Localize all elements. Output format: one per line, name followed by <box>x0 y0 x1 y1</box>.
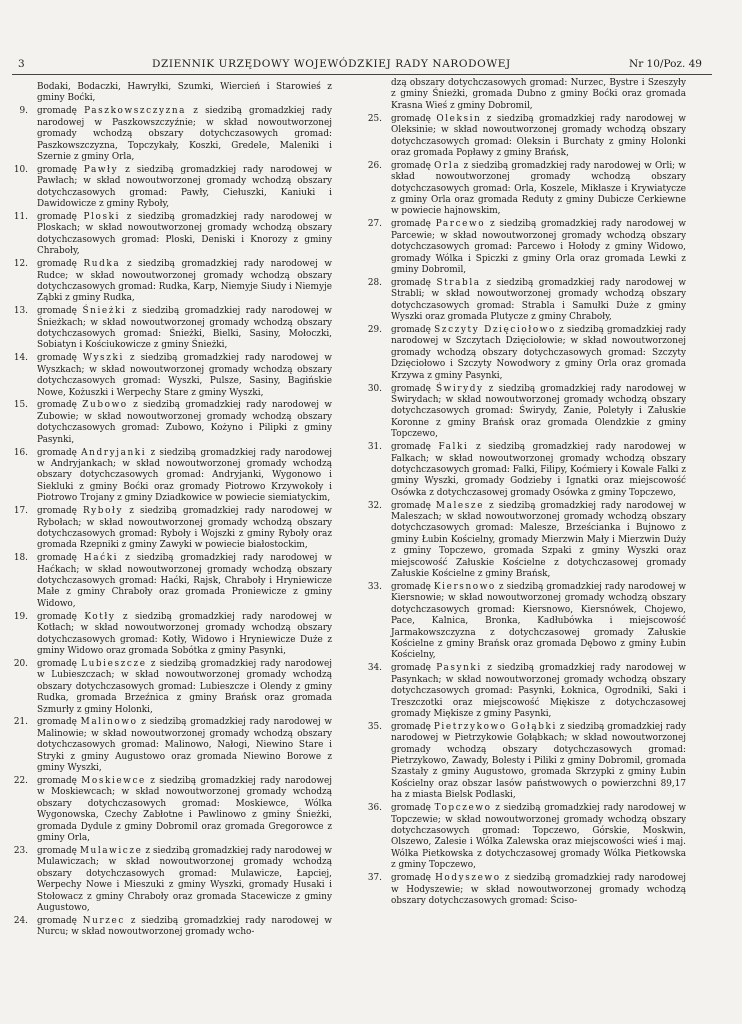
list-item <box>10 400 332 446</box>
item-text: z siedzibą gromadzkiej rady narodowej w Strabli; w skład nowoutworzonej gromady wchodzą obszary dotychczasowych gromad: Strabla i Samułki Duże z gminy Wyszki oraz gromada Plutycze z gminy Chraboły, <box>391 277 686 323</box>
item-text: z siedzibą gromadzkiej rady narodowej w Topczewie; w skład nowoutworzonej gromady wchodzą obszary dotychczasowych gromad: Topczewo, Górskie, Moskwin, Olszewo, Zalesie i Wólka Zalewska oraz miejscowości wieś i maj. Wólka Pietkowska z dotychczasowej gromady Wólka Pietkowska z gminy Topczewo, <box>391 803 686 871</box>
item-number: 13. <box>13 306 28 317</box>
item-number: 16. <box>13 447 28 458</box>
gromada-name: Andryjanki <box>81 447 147 458</box>
item-prefix: gromadę <box>391 219 436 230</box>
list-item <box>364 722 686 802</box>
item-prefix: gromadę <box>37 164 84 175</box>
item-prefix: gromadę <box>37 775 82 786</box>
item-number: 15. <box>13 400 28 411</box>
item-text: z siedzibą gromadzkiej rady narodowej w Falkach; w skład nowoutworzonej gromady wchodzą obszary dotychczasowych gromad: Falki, Filipy, Koćmiery i Kowale Falki z gminy Wyszki, gromady Godzieby i Ignatki oraz miejscowość Osówka z dotychczasowej gromady Osówka z gminy Topczewo, <box>391 442 686 498</box>
item-number: 9. <box>19 106 28 117</box>
item-prefix: gromadę <box>391 500 436 511</box>
list-item <box>364 114 686 160</box>
item-text: z siedzibą gromadzkiej rady narodowej w Malinowie; w skład nowoutworzonej gromady wchodzą obszary dotychczasowych gromad: Malinowo, Nałogi, Niewino Stare i Stryki z gminy Augustowo oraz gromada Niewino Borowe z gminy Wyszki, <box>37 717 333 774</box>
list-item <box>10 212 332 258</box>
list-item <box>10 353 332 399</box>
item-prefix: gromadę <box>37 106 85 117</box>
list-item <box>10 306 332 352</box>
list-item <box>364 278 686 324</box>
item-text: z siedzibą gromadzkiej rady narodowej w Zubowie; w skład nowoutworzonej gromady wchodzą obszary dotychczasowych gromad: Zubowo, Kożyno i Pilipki z gminy Pasynki, <box>37 400 332 445</box>
issue-reference: Nr 10/Poz. 49 <box>629 58 702 70</box>
item-number: 29. <box>367 325 382 336</box>
gromada-name: Ploski <box>83 211 121 222</box>
item-text: z siedzibą gromadzkiej rady narodowej w Mulawiczach; w skład nowoutworzonej gromady wchodzą obszary dotychczasowych gromad: Mulawicze, Łapciej, Werpechy Nowe i Mieszuki z gminy Wyszki, gromady Husaki i Stołowacz z gminy Chraboły oraz gromada Stacewicze z gminy Augustowo, <box>37 845 332 913</box>
item-prefix: gromadę <box>391 383 436 394</box>
item-prefix: gromadę <box>391 113 437 124</box>
item-number: 18. <box>13 553 28 564</box>
item-prefix: gromadę <box>37 845 80 856</box>
item-number: 32. <box>367 500 382 511</box>
gromada-name: Zubowo <box>82 400 128 411</box>
item-number: 35. <box>367 721 382 732</box>
item-number: 23. <box>13 845 28 856</box>
item-prefix: gromadę <box>37 400 83 411</box>
gromada-name: Lubieszcze <box>81 658 147 669</box>
item-number: 28. <box>367 277 382 288</box>
item-text: z siedzibą gromadzkiej rady narodowej w Paszkowszczyźnie; w skład nowoutworzonej gromady wchodzą obszary dotychczasowych gromad: Paszkowszczyzna, Topczykały, Koszki, Gredele, Maleniki i Szernie z gminy Orla, <box>37 106 332 162</box>
list-item <box>10 553 332 610</box>
item-prefix: gromadę <box>37 553 84 564</box>
gromada-name: Hodyszewo <box>435 873 501 884</box>
gromada-name: Pietrzykowo Gołąbki <box>433 721 557 732</box>
gromada-name: Strabla <box>436 277 481 288</box>
list-item <box>364 384 686 441</box>
list-item <box>364 582 686 662</box>
item-prefix: gromadę <box>37 611 85 622</box>
item-text: z siedzibą gromadzkiej rady narodowej w Rudce; w skład nowoutworzonej gromady wchodzą obszary dotychczasowych gromad: Rudka, Karp, Niemyje Siudy i Niemyje Ząbki z gminy Rudka, <box>37 259 332 304</box>
gromada-name: Haćki <box>83 553 119 564</box>
list-item <box>10 612 332 658</box>
list-item <box>364 803 686 871</box>
item-number: 12. <box>13 259 28 270</box>
item-number: 19. <box>13 611 28 622</box>
list-item <box>10 659 332 716</box>
item-prefix: gromadę <box>391 160 435 171</box>
gromada-name: Pasynki <box>436 663 482 674</box>
journal-title: DZIENNIK URZĘDOWY WOJEWÓDZKIEJ RADY NARODOWEJ <box>152 58 511 70</box>
item-number: 31. <box>367 442 382 453</box>
gromada-name: Kotły <box>84 611 116 622</box>
item-text: z siedzibą gromadzkiej rady narodowej w Orli; w skład nowoutworzonej gromady wchodzą obszary dotychczasowych gromad: Orla, Koszele, Mikłasze i Krywiatycze z gminy Orla oraz gromada Reduty z gminy Dubicze Cerkiewne w powiecie hajnowskim, <box>391 160 686 217</box>
item-text: z siedzibą gromadzkiej rady narodowej w Lubieszczach; w skład nowoutworzonej gromady wchodzą obszary dotychczasowych gromad: Lubieszcze i Olendy z gminy Rudka, gromada Brzeźnica z gminy Brańsk oraz gromada Szmurły z gminy Holonki, <box>37 658 332 715</box>
gromada-name: Malinowo <box>80 717 138 728</box>
item-text: z siedzibą gromadzkiej rady narodowej w Hodyszewie; w skład nowoutworzonej gromady wchodzą obszary dotychczasowych gromad: Ściso- <box>391 873 686 906</box>
continuation-text: dzą obszary dotychczasowych gromad: Nurzec, Bystre i Szeszyły z gminy Śnieżki, gromada Dubno z gminy Boćki oraz gromada Krasna Wieś z gminy Dobromil, <box>391 78 686 111</box>
item-prefix: gromadę <box>391 442 439 453</box>
item-text: z siedzibą gromadzkiej rady narodowej w Wyszkach; w skład nowoutworzonej gromady wchodzą obszary dotychczasowych gromad: Wyszki, Pulsze, Sasiny, Bagińskie Nowe, Kożuszki i Werpechy Stare z gminy Wyszki, <box>37 353 333 398</box>
list-item <box>364 219 686 276</box>
gromada-name: Oleksin <box>436 113 482 124</box>
list-item <box>10 165 332 211</box>
item-text: z siedzibą gromadzkiej rady narodowej w Haćkach; w skład nowoutworzonej gromady wchodzą obszary dotychczasowych gromad: Haćki, Rajsk, Chraboły i Hryniewicze Małe z gminy Chraboły oraz gromada Proniewicze z gminy Widowo, <box>37 553 333 609</box>
item-text: z siedzibą gromadzkiej rady narodowej w Andryjankach; w skład nowoutworzonej gromady wchodzą obszary dotychczasowych gromad: Andryjanki, Wygonowo i Siekluki z gminy Boćki oraz gromady Piotrowo Krzywokoły i Piotrowo Trojany z gminy Dziadkowice w powiecie siemiatyckim, <box>37 447 332 504</box>
list-item <box>364 873 686 907</box>
item-text: z siedzibą gromadzkiej rady narodowej w Maleszach; w skład nowoutworzonej gromady wchodzą obszary dotychczasowych gromad: Malesze, Brześcianka i Bujnowo z gminy Łubin Kościelny, gromady Mierzwin Mały i Mierzwin Duży z gminy Topczewo, gromada Szpaki z gminy Wyszki oraz miejscowość Załuskie Kościelne z dotychczasowej gromady Załuskie Kościelne z gminy Brańsk, <box>391 500 686 580</box>
item-number: 30. <box>367 383 382 394</box>
item-number: 34. <box>367 663 382 674</box>
item-text: z siedzibą gromadzkiej rady narodowej w Śnieżkach; w skład nowoutworzonej gromady wchodzą obszary dotychczasowych gromad: Śnieżki, Bielki, Sasiny, Mołoczki, Sobiatyn i Kościukowicze z gminy Śnieżki, <box>37 306 332 351</box>
item-number: 20. <box>13 658 28 669</box>
list-item <box>364 501 686 581</box>
list-item <box>10 776 332 844</box>
gromada-name: Wyszki <box>82 353 124 364</box>
item-prefix: gromadę <box>37 353 83 364</box>
item-number: 26. <box>367 160 382 171</box>
gromada-name: Topczewo <box>434 803 492 814</box>
left-column <box>10 82 332 940</box>
gromada-name: Świrydy <box>435 383 484 394</box>
item-prefix: gromadę <box>37 306 83 317</box>
item-text: z siedzibą gromadzkiej rady narodowej w Świrydach; w skład nowoutworzonej gromady wchodzą obszary dotychczasowych gromad: Świrydy, Zanie, Poletyły i Załuskie Koronne z gminy Brańsk oraz gromada Olendzkie z gminy Topczewo, <box>391 383 687 440</box>
list-item <box>10 506 332 552</box>
item-prefix: gromadę <box>37 658 82 669</box>
list-item <box>10 717 332 774</box>
item-text: z siedzibą gromadzkiej rady narodowej w Pasynkach; w skład nowoutworzonej gromady wchodzą obszary dotychczasowych gromad: Pasynki, Łoknica, Ogrodniki, Saki i Treszczotki oraz miejscowość Miękisze z dotychczasowej gromady Miękisze z gminy Pasynki, <box>391 663 687 719</box>
continuation-text: Bodaki, Bodaczki, Hawryłki, Szumki, Wiercień i Starowieś z gminy Boćki, <box>37 82 332 104</box>
item-prefix: gromadę <box>37 915 83 926</box>
item-text: z siedzibą gromadzkiej rady narodowej w Kotłach; w skład nowoutworzonej gromady wchodzą obszary dotychczasowych gromad: Kotły, Widowo i Hryniewicze Duże z gminy Widowo oraz gromada Sobótka z gminy Pasynki, <box>37 611 332 656</box>
list-item <box>364 663 686 720</box>
item-prefix: gromadę <box>391 277 437 288</box>
gromada-name: Nurzec <box>82 915 125 926</box>
item-prefix: gromadę <box>391 721 434 732</box>
item-prefix: gromadę <box>391 663 437 674</box>
item-prefix: gromadę <box>391 581 434 592</box>
item-prefix: gromadę <box>391 803 435 814</box>
list-item <box>10 846 332 914</box>
item-text: z siedzibą gromadzkiej rady narodowej w Ploskach; w skład nowoutworzonej gromady wchodzą obszary dotychczasowych gromad: Ploski, Deniski i Knorozy z gminy Chraboły, <box>37 211 332 257</box>
item-number: 33. <box>367 581 382 592</box>
item-prefix: gromadę <box>37 259 84 270</box>
gromada-name: Szczyty Dzięciołowo <box>434 325 556 336</box>
item-prefix: gromadę <box>37 717 81 728</box>
list-item <box>10 259 332 305</box>
item-text: z siedzibą gromadzkiej rady narodowej w Oleksinie; w skład nowoutworzonej gromady wchodzą obszary dotychczasowych gromad: Oleksin i Burchaty z gminy Holonki oraz gromada Popławy z gminy Brańsk, <box>391 113 686 158</box>
item-text: z siedzibą gromadzkiej rady narodowej w Szczytach Dzięciołowie; w skład nowoutworzonej gromady wchodzą obszary dotychczasowych gromad: Szczyty Dzięciołowo i Szczyty Nowodwory z gminy Orla oraz gromada Krzywa z gminy Pasynki, <box>391 325 686 381</box>
gromada-name: Moskiewce <box>81 775 146 786</box>
list-item <box>364 161 686 218</box>
right-column <box>364 78 686 909</box>
gromada-name: Ryboły <box>83 506 124 517</box>
item-number: 11. <box>13 211 28 222</box>
item-number: 25. <box>367 113 382 124</box>
gromada-name: Parcewo <box>435 219 486 230</box>
list-item <box>10 916 332 939</box>
item-number: 10. <box>13 164 28 175</box>
item-text: z siedzibą gromadzkiej rady narodowej w Pietrzykowie Gołąbkach; w skład nowoutworzonej gromady wchodzą obszary dotychczasowych gromad: Pietrzykowo, Zawady, Bolesty i Piliki z gminy Dobromil, gromada Szastały z gminy Augustowo, gromada Skrzypki z gminy Łubin Kościelny oraz obszar lasów państwowych o powierzchni 89,17 ha z miasta Bielsk Podlaski, <box>391 721 686 801</box>
item-number: 17. <box>13 506 28 517</box>
item-text: z siedzibą gromadzkiej rady narodowej w Nurcu; w skład nowoutworzonej gromady wcho- <box>37 915 332 938</box>
item-number: 24. <box>13 915 28 926</box>
item-number: 27. <box>367 219 382 230</box>
item-number: 22. <box>13 775 28 786</box>
list-item <box>10 448 332 505</box>
item-text: z siedzibą gromadzkiej rady narodowej w Moskiewcach; w skład nowoutworzonej gromady wchodzą obszary dotychczasowych gromad: Moskiewce, Wólka Wygonowska, Czechy Zabłotne i Pawlinowo z gminy Śnieżki, gromada Dydule z gminy Dobromil oraz gromada Gregorowce z gminy Orla, <box>37 775 333 843</box>
item-number: 36. <box>367 803 382 814</box>
item-number: 14. <box>13 353 28 364</box>
item-text: z siedzibą gromadzkiej rady narodowej w Parcewie; w skład nowoutworzonej gromady wchodzą obszary dotychczasowych gromad: Parcewo i Hołody z gminy Widowo, gromady Wólka i Spiczki z gminy Orla oraz gromada Lewki z gminy Dobromil, <box>391 219 686 275</box>
item-text: z siedzibą gromadzkiej rady narodowej w Rybołach; w skład nowoutworzonej gromady wchodzą obszary dotychczasowych gromad: Ryboły i Wojszki z gminy Ryboły oraz gromada Rzepniki z gminy Zawyki w powiecie białostockim, <box>37 506 332 551</box>
item-prefix: gromadę <box>37 447 82 458</box>
gromada-name: Orla <box>434 160 461 171</box>
item-prefix: gromadę <box>391 873 436 884</box>
item-text: z siedzibą gromadzkiej rady narodowej w Pawłach; w skład nowoutworzonej gromady wchodzą obszary dotychczasowych gromad: Pawły, Ciełuszki, Kaniuki i Dawidowicze z gminy Ryboły, <box>37 164 332 210</box>
page-number: 3 <box>18 58 25 70</box>
item-prefix: gromadę <box>37 506 84 517</box>
page-header <box>12 58 712 75</box>
gromada-name: Rudka <box>83 259 121 270</box>
list-item <box>364 325 686 382</box>
item-number: 37. <box>367 873 382 884</box>
item-prefix: gromadę <box>37 211 84 222</box>
item-text: z siedzibą gromadzkiej rady narodowej w Kiersnowie; w skład nowoutworzonej gromady wchodzą obszary dotychczasowych gromad: Kiersnowo, Kiersnówek, Chojewo, Pace, Kalnica, Bronka, Kadłubówka i miejscowość Jarmakowszczyzna z dotychczasowej gromady Załuskie Kościelne z gminy Brańsk oraz gromada Dębowo z gminy Łubin Kościelny, <box>391 581 686 661</box>
gromada-name: Falki <box>438 442 469 453</box>
item-prefix: gromadę <box>391 325 435 336</box>
list-item <box>364 442 686 499</box>
gromada-name: Kiersnowo <box>433 581 496 592</box>
gromada-name: Pawły <box>83 164 119 175</box>
gromada-name: Mulawicze <box>79 845 143 856</box>
item-number: 21. <box>13 717 28 728</box>
gromada-name: Śnieżki <box>82 306 127 317</box>
list-item <box>10 106 332 163</box>
gromada-name: Paszkowszczyzna <box>84 106 187 117</box>
gromada-name: Malesze <box>435 500 485 511</box>
